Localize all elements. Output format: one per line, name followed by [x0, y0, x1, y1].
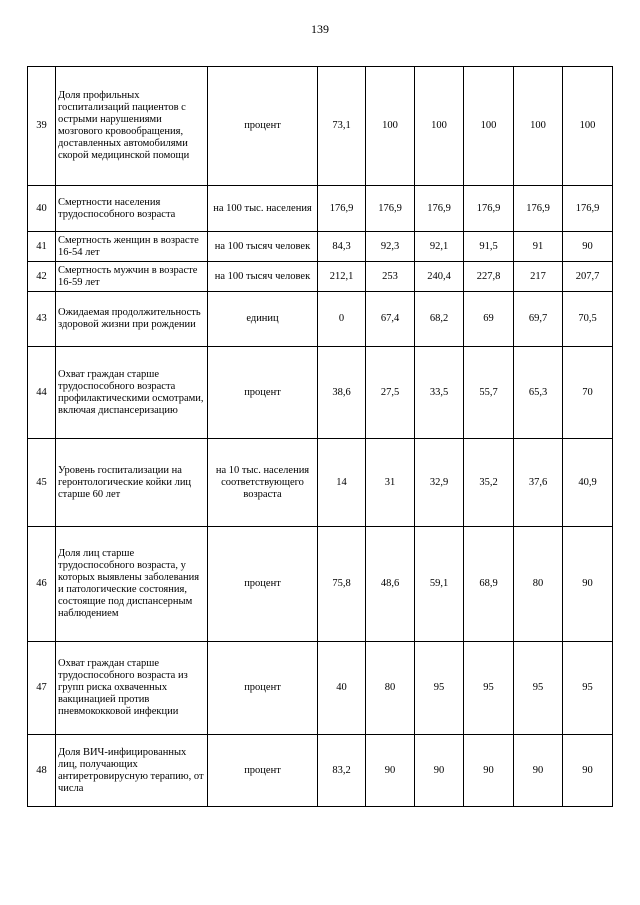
value-cell: 90 — [563, 527, 613, 642]
value-cell: 83,2 — [318, 735, 366, 807]
indicator-name-cell: Доля ВИЧ-инфицированных лиц, получающих антиретровирусную терапию, от числа — [56, 735, 208, 807]
value-cell: 100 — [563, 67, 613, 186]
row-number-cell: 40 — [28, 186, 56, 232]
table-row — [28, 232, 613, 262]
value-cell: 40,9 — [563, 439, 613, 527]
table-row — [28, 262, 613, 292]
table-row — [28, 347, 613, 439]
indicator-name-cell: Смертность женщин в возрасте 16-54 лет — [56, 232, 208, 262]
value-cell: 95 — [415, 642, 464, 735]
value-cell: 207,7 — [563, 262, 613, 292]
unit-cell: на 100 тысяч человек — [208, 232, 318, 262]
value-cell: 176,9 — [415, 186, 464, 232]
value-cell: 31 — [366, 439, 415, 527]
indicator-name-cell: Охват граждан старше трудоспособного возраста из групп риска охваченных вакцинацией против пневмококковой инфекции — [56, 642, 208, 735]
row-number-cell: 41 — [28, 232, 56, 262]
value-cell: 95 — [514, 642, 563, 735]
value-cell: 95 — [563, 642, 613, 735]
value-cell: 35,2 — [464, 439, 514, 527]
unit-cell: процент — [208, 347, 318, 439]
value-cell: 100 — [366, 67, 415, 186]
value-cell: 65,3 — [514, 347, 563, 439]
value-cell: 69 — [464, 292, 514, 347]
value-cell: 100 — [514, 67, 563, 186]
indicator-name-cell: Охват граждан старше трудоспособного возраста профилактическими осмотрами, включая диспансеризацию — [56, 347, 208, 439]
unit-cell: на 100 тысяч человек — [208, 262, 318, 292]
value-cell: 0 — [318, 292, 366, 347]
table-row — [28, 67, 613, 186]
value-cell: 92,1 — [415, 232, 464, 262]
row-number-cell: 46 — [28, 527, 56, 642]
value-cell: 90 — [563, 232, 613, 262]
indicator-name-cell: Ожидаемая продолжительность здоровой жизни при рождении — [56, 292, 208, 347]
row-number-cell: 43 — [28, 292, 56, 347]
value-cell: 80 — [366, 642, 415, 735]
value-cell: 90 — [514, 735, 563, 807]
value-cell: 90 — [464, 735, 514, 807]
row-number-cell: 45 — [28, 439, 56, 527]
value-cell: 32,9 — [415, 439, 464, 527]
value-cell: 40 — [318, 642, 366, 735]
indicator-name-cell: Смертности населения трудоспособного возраста — [56, 186, 208, 232]
value-cell: 212,1 — [318, 262, 366, 292]
value-cell: 67,4 — [366, 292, 415, 347]
value-cell: 37,6 — [514, 439, 563, 527]
value-cell: 90 — [415, 735, 464, 807]
value-cell: 90 — [366, 735, 415, 807]
indicator-name-cell: Доля профильных госпитализаций пациентов с острыми нарушениями мозгового кровообращения, доставленных автомобилями скорой медицинской помощи — [56, 67, 208, 186]
value-cell: 70 — [563, 347, 613, 439]
value-cell: 84,3 — [318, 232, 366, 262]
value-cell: 48,6 — [366, 527, 415, 642]
value-cell: 75,8 — [318, 527, 366, 642]
value-cell: 59,1 — [415, 527, 464, 642]
table-row — [28, 735, 613, 807]
row-number-cell: 44 — [28, 347, 56, 439]
indicator-name-cell: Смертность мужчин в возрасте 16-59 лет — [56, 262, 208, 292]
indicator-name-cell: Доля лиц старше трудоспособного возраста, у которых выявлены заболевания и патологические состояния, состоящие под диспансерным наблюдением — [56, 527, 208, 642]
unit-cell: процент — [208, 735, 318, 807]
unit-cell: процент — [208, 527, 318, 642]
unit-cell: единиц — [208, 292, 318, 347]
unit-cell: процент — [208, 67, 318, 186]
value-cell: 91 — [514, 232, 563, 262]
unit-cell: на 10 тыс. населения соответствующего возраста — [208, 439, 318, 527]
value-cell: 227,8 — [464, 262, 514, 292]
value-cell: 14 — [318, 439, 366, 527]
value-cell: 240,4 — [415, 262, 464, 292]
table-row — [28, 292, 613, 347]
table-row — [28, 186, 613, 232]
value-cell: 80 — [514, 527, 563, 642]
value-cell: 100 — [415, 67, 464, 186]
table-body — [28, 67, 613, 807]
unit-cell: на 100 тыс. населения — [208, 186, 318, 232]
value-cell: 176,9 — [366, 186, 415, 232]
unit-cell: процент — [208, 642, 318, 735]
value-cell: 68,9 — [464, 527, 514, 642]
value-cell: 95 — [464, 642, 514, 735]
value-cell: 68,2 — [415, 292, 464, 347]
value-cell: 253 — [366, 262, 415, 292]
row-number-cell: 39 — [28, 67, 56, 186]
value-cell: 70,5 — [563, 292, 613, 347]
value-cell: 217 — [514, 262, 563, 292]
value-cell: 27,5 — [366, 347, 415, 439]
table-row — [28, 642, 613, 735]
row-number-cell: 42 — [28, 262, 56, 292]
row-number-cell: 47 — [28, 642, 56, 735]
value-cell: 69,7 — [514, 292, 563, 347]
value-cell: 92,3 — [366, 232, 415, 262]
table-row — [28, 527, 613, 642]
row-number-cell: 48 — [28, 735, 56, 807]
value-cell: 73,1 — [318, 67, 366, 186]
value-cell: 176,9 — [318, 186, 366, 232]
value-cell: 100 — [464, 67, 514, 186]
value-cell: 90 — [563, 735, 613, 807]
value-cell: 91,5 — [464, 232, 514, 262]
indicators-table — [27, 66, 613, 807]
value-cell: 55,7 — [464, 347, 514, 439]
indicator-name-cell: Уровень госпитализации на геронтологические койки лиц старше 60 лет — [56, 439, 208, 527]
value-cell: 176,9 — [514, 186, 563, 232]
table-row — [28, 439, 613, 527]
value-cell: 38,6 — [318, 347, 366, 439]
value-cell: 176,9 — [563, 186, 613, 232]
value-cell: 33,5 — [415, 347, 464, 439]
value-cell: 176,9 — [464, 186, 514, 232]
page-number: 139 — [311, 22, 329, 36]
